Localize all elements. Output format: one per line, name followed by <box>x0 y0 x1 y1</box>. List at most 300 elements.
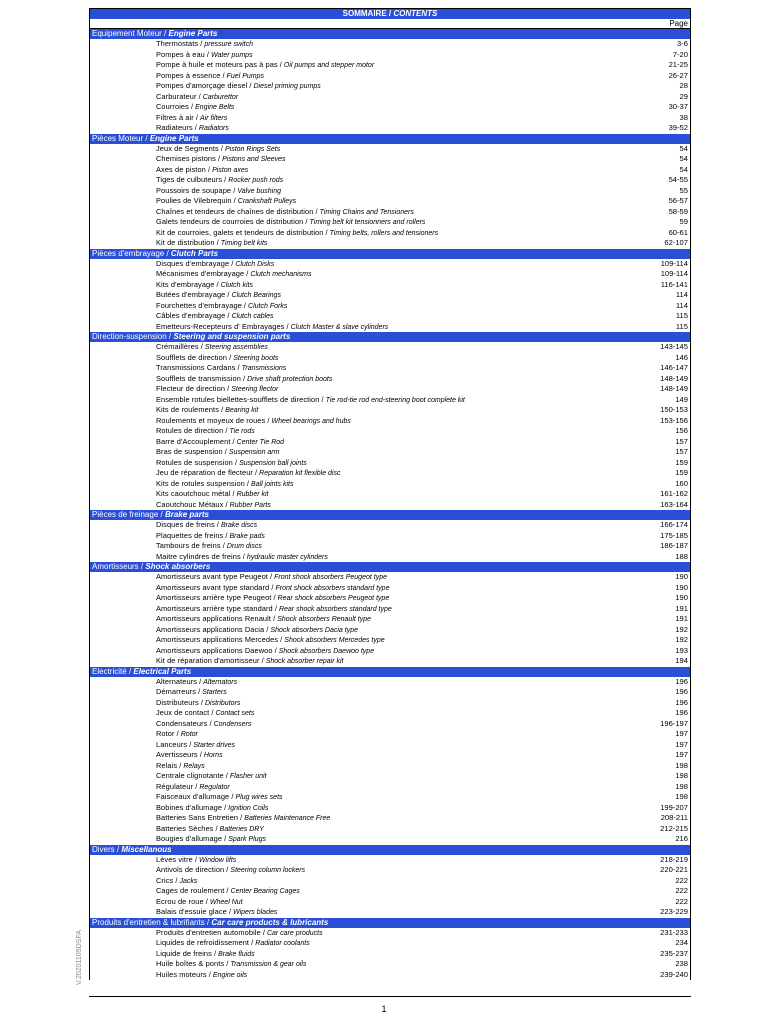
item-name-en: Piston Rings Sets <box>225 145 281 153</box>
section-title-separator: / <box>114 844 122 854</box>
item-name-separator: / <box>211 948 219 958</box>
item-name-en: hydraulic master cylinders <box>246 553 328 561</box>
item-page: 220-221 <box>660 865 688 874</box>
item-name-en: Drum discs <box>226 543 262 550</box>
item-name-separator: / <box>193 781 200 791</box>
item-name-en: Rotor <box>180 731 198 738</box>
item-name-fr: Caoutchouc Métaux <box>156 499 224 509</box>
item-name-fr: Faisceaux d'allumage <box>156 792 230 801</box>
contents-row <box>90 437 690 448</box>
item-name-fr: Produits d'entretien automobile <box>156 927 261 937</box>
contents-row <box>90 572 690 583</box>
item-name-separator: / <box>209 708 216 717</box>
item-page: 191 <box>675 614 688 623</box>
item-name-en: Ball joints kits <box>251 480 294 488</box>
contents-row <box>90 614 690 625</box>
item-name-en: Drive shaft protection boots <box>247 375 333 383</box>
contents-row <box>90 311 690 322</box>
item-page: 30-37 <box>668 102 688 111</box>
item-name-en: Batteries Maintenance Free <box>244 815 331 822</box>
item-page: 157 <box>675 447 688 456</box>
section-title-separator: / <box>138 562 146 571</box>
item-name-separator: / <box>218 143 225 153</box>
contents-row <box>90 834 690 845</box>
contents-row <box>90 500 690 511</box>
contents-row <box>90 813 690 824</box>
section-title-fr: Amortisseurs <box>92 562 139 571</box>
contents-row <box>90 269 690 280</box>
item-name-separator: / <box>269 582 276 592</box>
item-name-separator: / <box>223 530 230 540</box>
item-name-separator: / <box>224 865 231 874</box>
contents-row <box>90 186 690 197</box>
item-name-fr: Kit de réparation d'amortisseur <box>156 656 260 665</box>
section-title-en: Engine Parts <box>168 29 218 38</box>
item-name-fr: Rotor <box>156 729 175 738</box>
item-page: 186-187 <box>660 541 688 550</box>
item-name-fr: Ensemble rotules biellettes-soufflets de direction <box>156 394 320 404</box>
section-title-en: Clutch Parts <box>170 248 219 258</box>
item-name-separator: / <box>188 102 196 111</box>
item-page: 191 <box>675 603 688 613</box>
item-page: 234 <box>675 938 688 947</box>
item-name-fr: Jeu de réparation de flecteur <box>156 468 253 477</box>
item-name-separator: / <box>319 394 326 404</box>
item-page: 114 <box>675 290 688 299</box>
item-name-en: Bearing kit <box>225 407 259 414</box>
item-name-fr: Amortisseurs arrière type Peugeot <box>156 593 272 602</box>
contents-row <box>90 290 690 301</box>
item-name-separator: / <box>303 217 310 226</box>
item-page: 26-27 <box>668 70 688 80</box>
item-name-en: Brake discs <box>220 522 258 529</box>
contents-row <box>90 646 690 657</box>
item-name-fr: Poussoirs de soupape <box>156 185 232 195</box>
item-name-separator: / <box>223 499 230 509</box>
contents-row <box>90 447 690 458</box>
section-title-en: Shock absorbers <box>145 562 211 571</box>
item-name-separator: / <box>264 624 271 634</box>
title-en: CONTENTS <box>393 9 438 18</box>
item-page: 60-61 <box>668 227 688 237</box>
item-name-en: Timing belts, rollers and tensioners <box>329 229 439 237</box>
item-page: 212-215 <box>660 823 688 833</box>
item-name-fr: Amortisseurs applications Dacia <box>156 624 265 634</box>
item-page: 58-59 <box>668 206 688 216</box>
item-name-en: Radiators <box>198 125 229 132</box>
contents-row <box>90 531 690 542</box>
item-page: 38 <box>679 112 688 122</box>
item-name-en: Air filters <box>200 114 228 122</box>
item-name-separator: / <box>229 792 236 801</box>
section-header <box>90 249 690 259</box>
contents-row <box>90 322 690 333</box>
item-name-separator: / <box>284 321 291 331</box>
item-page: 150-153 <box>660 405 688 414</box>
item-name-en: Timing belt kit tensionners and rollers <box>309 219 426 226</box>
contents-row <box>90 855 690 866</box>
item-page: 196 <box>675 708 688 717</box>
item-name-separator: / <box>222 802 229 812</box>
page-number: 1 <box>381 1004 387 1014</box>
item-name-fr: Avertisseurs <box>156 750 198 759</box>
item-page: 218-219 <box>660 854 688 864</box>
item-name-en: Transmissions <box>241 365 287 372</box>
item-name-en: Rubber Parts <box>229 501 271 509</box>
item-name-fr: Bougies d'allumage <box>156 834 223 843</box>
item-name-fr: Huiles moteurs <box>156 969 207 979</box>
item-page: 116-141 <box>660 279 688 289</box>
contents-row <box>90 970 690 981</box>
contents-row <box>90 719 690 730</box>
contents-row <box>90 353 690 364</box>
contents-row <box>90 761 690 772</box>
item-name-en: Brake pads <box>229 532 265 540</box>
section-title-en: Miscellanous <box>121 844 172 854</box>
item-name-en: Steering assemblies <box>204 344 268 351</box>
item-page: 109-114 <box>660 269 688 278</box>
item-name <box>156 970 247 982</box>
item-name-fr: Ecrou de roue <box>156 896 204 906</box>
contents-row <box>90 886 690 897</box>
item-page: 190 <box>675 572 688 581</box>
item-name-separator: / <box>253 468 260 477</box>
item-name-separator: / <box>223 426 230 435</box>
contents-row <box>90 897 690 908</box>
item-name-fr: Pompes d'amorçage diesel <box>156 81 248 90</box>
item-name-en: Valve bushing <box>237 187 282 195</box>
item-name-en: Shock absorbers Daewoo type <box>278 647 375 655</box>
item-name-en: Regulator <box>199 783 230 791</box>
section-title-fr: Pièces de freinage <box>92 510 159 519</box>
section-title-separator: / <box>204 917 212 927</box>
contents-row <box>90 217 690 228</box>
item-name-fr: Poulies de Vilebrequin <box>156 196 232 205</box>
item-name-en: Reparation kit flexible disc <box>259 470 341 477</box>
document-version-code: V.20201109DSFA <box>76 930 83 985</box>
item-name-separator: / <box>235 363 242 372</box>
contents-row <box>90 71 690 82</box>
item-name-separator: / <box>222 834 229 843</box>
contents-row <box>90 740 690 751</box>
section-title-fr: Divers <box>92 844 115 854</box>
item-page: 198 <box>675 792 688 801</box>
section-title-fr: Equipement Moteur <box>92 29 162 38</box>
item-name-fr: Plaquettes de freins <box>156 530 224 540</box>
item-name-fr: Lèves vitre <box>156 854 193 864</box>
item-name-fr: Tambours de freins <box>156 541 221 550</box>
item-name-fr: Barre d'Accouplement <box>156 436 231 446</box>
contents-row <box>90 876 690 887</box>
item-page: 109-114 <box>660 258 688 268</box>
item-name-separator: / <box>223 771 230 780</box>
item-name-separator: / <box>238 813 245 822</box>
contents-row <box>90 635 690 646</box>
item-name <box>156 656 344 668</box>
item-page: 21-25 <box>668 60 688 69</box>
item-name <box>156 238 267 250</box>
item-page: 159 <box>675 468 688 477</box>
item-name-fr: Jeux de Segments <box>156 143 219 153</box>
item-name-fr: Amortisseurs avant type standard <box>156 582 270 592</box>
item-page: 115 <box>675 311 688 320</box>
item-page: 238 <box>675 959 688 968</box>
item-name-fr: Alternateurs <box>156 676 198 686</box>
item-name-en: Carburettor <box>202 93 239 101</box>
item-page: 159 <box>675 457 688 467</box>
item-name-en: Clutch Bearings <box>231 292 281 299</box>
item-name-fr: Balais d'essuie glace <box>156 907 227 916</box>
item-name-en: Rocker push rods <box>228 177 284 184</box>
item-name-en: Oil pumps and stepper motor <box>283 62 375 69</box>
item-page: 239-240 <box>660 969 688 979</box>
item-page: 193 <box>675 645 688 655</box>
contents-title-bar <box>90 9 690 19</box>
item-name-en: Suspension arm <box>228 449 280 456</box>
item-name-fr: Radiateurs <box>156 123 193 132</box>
item-name-en: Batteries DRY <box>219 825 264 833</box>
contents-row <box>90 92 690 103</box>
item-name-separator: / <box>213 823 220 833</box>
item-name-separator: / <box>222 175 229 184</box>
item-name-fr: Axes de piston <box>156 164 206 174</box>
item-name-fr: Relais <box>156 760 178 770</box>
item-name-en: Spark Plugs <box>228 836 266 843</box>
item-name-separator: / <box>230 489 237 498</box>
item-name-separator: / <box>196 687 203 696</box>
item-name-en: Steering flector <box>231 386 279 393</box>
item-name-fr: Disques de freins <box>156 520 215 529</box>
item-name-fr: Distributeurs <box>156 697 199 707</box>
item-name-separator: / <box>214 520 221 529</box>
contents-row <box>90 541 690 552</box>
item-name-en: Engine oils <box>212 971 248 979</box>
item-name-fr: Flecteur de direction <box>156 384 226 393</box>
section-title-en: Steering and suspension parts <box>173 332 291 341</box>
item-name-en: Jacks <box>179 877 198 885</box>
section-header <box>90 510 690 520</box>
item-name-fr: Thermostats <box>156 39 199 48</box>
item-page: 156 <box>675 426 688 435</box>
item-page: 231-233 <box>660 927 688 937</box>
item-name-separator: / <box>224 959 231 968</box>
item-name-en: Wheel bearings and hubs <box>271 417 351 425</box>
item-name-fr: Soufflets de direction <box>156 352 228 362</box>
section-header <box>90 29 690 39</box>
title-separator: / <box>386 9 394 18</box>
item-name-fr: Rotules de direction <box>156 426 224 435</box>
contents-row <box>90 405 690 416</box>
item-name-fr: Kit de distribution <box>156 238 215 247</box>
item-name-en: Suspension ball joints <box>239 459 307 467</box>
section-title-fr: Direction-suspension <box>92 332 167 341</box>
item-name <box>156 552 328 564</box>
section-title-separator: / <box>164 248 171 258</box>
sections-container <box>90 29 690 980</box>
contents-row <box>90 363 690 374</box>
item-name-en: Alternators <box>203 678 238 686</box>
item-name-fr: Mécanismes d'embrayage <box>156 269 245 278</box>
item-name-separator: / <box>271 593 278 602</box>
item-name-en: Center Tie Rod <box>236 438 285 446</box>
item-page: 7-20 <box>672 49 688 59</box>
page-column-label: Page <box>90 19 690 29</box>
item-name-fr: Chaînes et tendeurs de chaînes de distribution <box>156 206 314 216</box>
item-name-separator: / <box>231 196 238 205</box>
item-name <box>156 500 271 512</box>
section-title-en: Car care products & lubricants <box>211 917 329 927</box>
item-name-fr: Batteries Sans Entretien <box>156 813 239 822</box>
item-name-fr: Amortisseurs arrière type standard <box>156 603 273 613</box>
item-name-fr: Galets tendeurs de courroies de distribution <box>156 217 304 226</box>
item-name-separator: / <box>230 436 237 446</box>
item-page: 39-52 <box>668 123 688 132</box>
item-name-separator: / <box>244 269 251 278</box>
item-page: 148-149 <box>660 373 688 383</box>
item-page: 146-147 <box>660 363 688 372</box>
item-name-separator: / <box>197 676 204 686</box>
item-page: 196 <box>675 687 688 696</box>
item-name-separator: / <box>220 541 227 550</box>
contents-row <box>90 729 690 740</box>
contents-row <box>90 165 690 176</box>
contents-row <box>90 144 690 155</box>
item-page: 114 <box>675 300 688 310</box>
section-title-separator: / <box>161 29 169 38</box>
item-name-separator: / <box>220 70 227 80</box>
item-name-fr: Emetteurs-Recepteurs d' Embrayages <box>156 321 285 331</box>
item-page: 62-107 <box>664 238 688 247</box>
contents-row <box>90 60 690 71</box>
contents-row <box>90 604 690 615</box>
item-name-fr: Disques d'embrayage <box>156 258 230 268</box>
item-page: 235-237 <box>660 948 688 958</box>
item-name-en: Steering column lockers <box>230 867 306 874</box>
section-title-separator: / <box>126 666 134 676</box>
item-name-separator: / <box>277 60 284 69</box>
contents-row <box>90 426 690 437</box>
item-name-en: pressure switch <box>204 41 253 48</box>
item-page: 192 <box>675 624 688 634</box>
item-name-fr: Tiges de culbuteurs <box>156 175 223 184</box>
item-name-separator: / <box>272 645 279 655</box>
item-name-en: Relays <box>183 762 205 770</box>
section-title-en: Electrical Parts <box>133 666 192 676</box>
item-page: 161-162 <box>660 489 688 498</box>
item-page: 194 <box>675 656 688 665</box>
item-name-separator: / <box>226 907 234 916</box>
item-name-fr: Bobines d'allumage <box>156 802 223 812</box>
item-page: 28 <box>679 81 688 90</box>
item-name-separator: / <box>225 290 232 299</box>
item-name-separator: / <box>206 969 213 979</box>
item-name-en: Rear shock absorbers Peugeot type <box>277 595 390 602</box>
item-name-en: Wipers blades <box>233 909 278 916</box>
section-title-fr: Pièces Moteur <box>92 133 144 143</box>
item-page: 222 <box>675 896 688 906</box>
item-name-en: Front shock absorbers standard type <box>275 584 390 592</box>
item-page: 143-145 <box>660 342 688 351</box>
item-name-en: Condensers <box>213 720 252 728</box>
item-name-en: Ignition Coils <box>228 804 269 812</box>
item-name-separator: / <box>271 614 278 623</box>
item-page: 54-55 <box>668 175 688 184</box>
item-name-separator: / <box>222 447 229 456</box>
contents-row <box>90 342 690 353</box>
contents-row <box>90 593 690 604</box>
item-page: 223-229 <box>660 907 688 916</box>
item-name-separator: / <box>227 352 234 362</box>
item-page: 54 <box>679 154 688 163</box>
item-page: 196 <box>675 697 688 707</box>
item-name-en: Starters <box>202 689 227 696</box>
item-name-en: Flasher unit <box>229 773 267 780</box>
item-page: 190 <box>675 582 688 592</box>
contents-row <box>90 782 690 793</box>
item-name-en: Front shock absorbers Peugeot type <box>274 574 387 581</box>
contents-row <box>90 39 690 50</box>
section-header <box>90 134 690 144</box>
item-page: 54 <box>679 143 688 153</box>
item-name-en: Starter drives <box>193 741 236 749</box>
item-name-fr: Huile boîtes & ponts <box>156 959 225 968</box>
item-name-separator: / <box>267 572 275 581</box>
item-name-separator: / <box>323 227 330 237</box>
bottom-rule <box>89 996 691 997</box>
item-name-separator: / <box>193 112 201 122</box>
item-name-fr: Courroies <box>156 102 189 111</box>
item-page: 197 <box>675 729 688 738</box>
item-name-en: Piston axes <box>212 166 249 174</box>
item-name-en: Distributors <box>204 699 241 707</box>
contents-row <box>90 865 690 876</box>
item-name-en: Steering boots <box>233 354 279 362</box>
item-name-fr: Crémaillères <box>156 342 199 351</box>
item-name-fr: Butées d'embrayage <box>156 290 226 299</box>
item-name-en: Tie rod-tie rod end-steering boot complete kit <box>325 396 465 404</box>
section-title-separator: / <box>158 510 165 519</box>
item-name-separator: / <box>198 697 205 707</box>
item-name-fr: Régulateur <box>156 781 194 791</box>
item-page: 198 <box>675 771 688 780</box>
contents-row <box>90 50 690 61</box>
section-title-separator: / <box>166 332 174 341</box>
item-page: 59 <box>679 217 688 226</box>
item-name-en: Rubber kit <box>236 491 269 498</box>
item-name-separator: / <box>259 656 266 665</box>
contents-row <box>90 395 690 406</box>
item-name-fr: Soufflets de transmission <box>156 373 241 383</box>
item-name-fr: Liquides de refroidissement <box>156 938 250 947</box>
contents-row <box>90 238 690 249</box>
contents-row <box>90 583 690 594</box>
item-name-fr: Antivols de direction <box>156 865 225 874</box>
item-page: 166-174 <box>660 520 688 529</box>
contents-row <box>90 959 690 970</box>
item-name-en: Wheel Nut <box>209 898 243 906</box>
section-title-separator: / <box>143 133 150 143</box>
item-name-separator: / <box>224 886 231 895</box>
contents-row <box>90 123 690 134</box>
contents-row <box>90 625 690 636</box>
item-name-fr: Chemises pistons <box>156 154 216 163</box>
item-name-en: Timing Chains and Tensioners <box>319 208 414 216</box>
item-name-en: Horns <box>203 752 223 759</box>
item-name-separator: / <box>244 478 252 488</box>
item-name-fr: Jeux de contact <box>156 708 210 717</box>
item-name <box>156 123 229 135</box>
item-name-en: Clutch Master & slave cylinders <box>290 323 389 331</box>
